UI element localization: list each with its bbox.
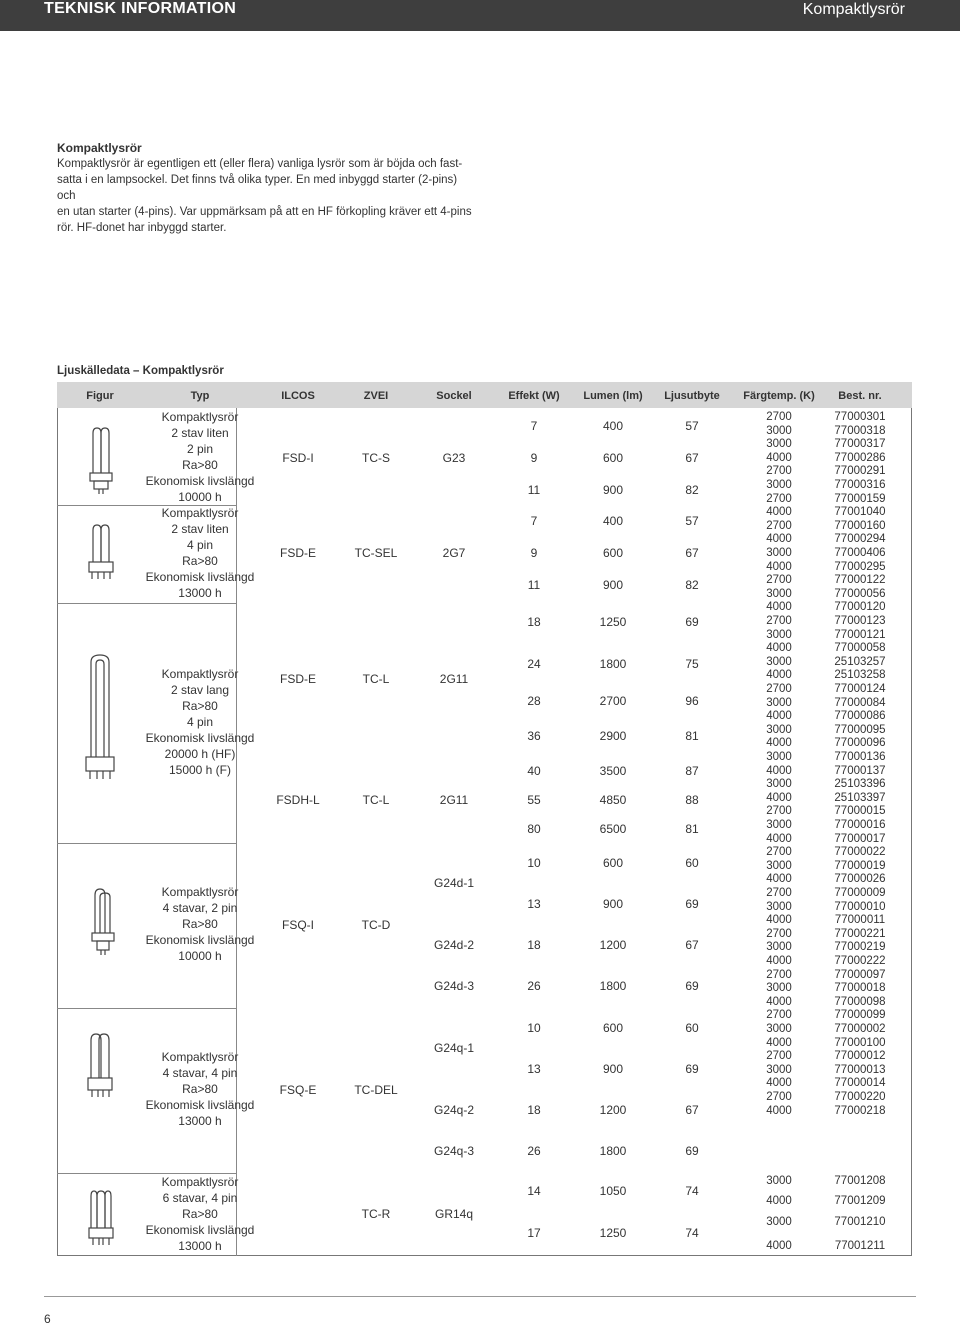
fargtemp-cell: 3000: [766, 587, 792, 600]
fargtemp-cell: 4000: [766, 737, 792, 750]
bestnr-cell: 77000159: [834, 492, 886, 505]
fargtemp-cell: 3000: [766, 547, 792, 559]
bestnr-cell: 77000013: [834, 1063, 886, 1076]
effekt-cell: 9: [530, 451, 538, 465]
lamp-figure-2-stav-lang: [80, 652, 120, 784]
typ-line: Ekonomisk livslängd: [145, 933, 255, 947]
fargtemp-cell: 4000: [766, 1195, 792, 1207]
bestnr-cell: 77000019: [834, 859, 886, 872]
header-typ: Typ: [190, 390, 210, 402]
sockel-cell: 2G7: [442, 546, 466, 560]
ljusutbyte-cell: 96: [685, 694, 699, 708]
lamp-figure-6-stavar-4pin: [84, 1188, 118, 1250]
fargtemp-cell: 3000: [766, 1023, 792, 1035]
zvei-cell: TC-R: [361, 1207, 391, 1221]
ljusutbyte-cell: 57: [685, 419, 699, 433]
header-effekt: Effekt (W): [508, 390, 560, 402]
typ-line: 2 pin: [186, 442, 214, 456]
typ-line: Ekonomisk livslängd: [145, 1098, 255, 1112]
bestnr-cell: 77000120: [834, 601, 886, 614]
typ-line: Ra>80: [182, 554, 218, 568]
bestnr-cell: 77001208: [834, 1175, 886, 1187]
typ-line: 4 stavar, 4 pin: [162, 1066, 238, 1080]
fargtemp-cell: 4000: [766, 791, 792, 804]
typ-cell: [146, 666, 255, 778]
typ-line: 2 stav lang: [170, 683, 230, 697]
fargtemp-cell: 2700: [766, 846, 792, 859]
typ-cell: [146, 1049, 255, 1129]
ljusutbyte-cell: 67: [685, 451, 699, 465]
effekt-cell: 36: [527, 729, 541, 743]
sockel-cell: G24d-3: [433, 979, 475, 993]
effekt-cell: 18: [527, 615, 541, 629]
typ-line: 4 pin: [186, 538, 214, 552]
ljusutbyte-cell: 74: [685, 1184, 699, 1198]
fargtemp-cell: 3000: [766, 778, 792, 791]
bestnr-cell: 77000097: [834, 968, 886, 981]
ljusutbyte-cell: 88: [685, 793, 699, 807]
intro-text: [57, 140, 477, 236]
lumen-cell: 1200: [599, 938, 627, 952]
bestnr-cell: 25103397: [834, 791, 886, 804]
table-title: Ljuskälledata – Kompaktlysrör: [57, 365, 224, 377]
typ-cell: [146, 505, 255, 601]
typ-line: Ekonomisk livslängd: [145, 731, 255, 745]
sockel-cell: 2G11: [439, 672, 469, 686]
fargtemp-cell: 3000: [766, 819, 792, 831]
fargtemp-cell: 4000: [766, 451, 792, 464]
zvei-cell: TC-S: [362, 451, 390, 465]
typ-cell: [146, 1174, 255, 1254]
effekt-cell: 28: [527, 694, 541, 708]
typ-line: Kompaktlysrör: [161, 506, 239, 520]
bestnr-cell: 77000084: [834, 696, 886, 709]
fargtemp-cell: 2700: [766, 805, 792, 818]
bestnr-cell: 77000010: [834, 900, 886, 913]
lumen-cell: 900: [602, 578, 624, 592]
fargtemp-cell: 3000: [766, 941, 792, 954]
bestnr-cell: 25103396: [834, 778, 886, 791]
typ-line: Kompaktlysrör: [161, 667, 239, 681]
bestnr-cell: 77001211: [834, 1240, 886, 1252]
sockel-cell: G24d-2: [433, 938, 475, 952]
typ-line: Kompaktlysrör: [161, 1175, 239, 1189]
fargtemp-cell: 4000: [766, 832, 792, 845]
fargtemp-cell: 4000: [766, 601, 792, 614]
typ-line: Ekonomisk livslängd: [145, 570, 255, 584]
bestnr-cell: 77000318: [834, 424, 886, 437]
intro-line: en utan starter (4-pins). Var uppmärksam på att en HF förkopling kräver ett 4-pins: [57, 206, 472, 218]
lumen-cell: 900: [602, 1062, 624, 1076]
bestnr-cell: 77000095: [834, 723, 886, 736]
bestnr-cell: 77001040: [834, 506, 886, 519]
bestnr-cell: 77000294: [834, 533, 886, 546]
bestnr-cell: 77000406: [834, 547, 886, 559]
typ-line: 2 stav liten: [171, 426, 229, 440]
sockel-cell: G24q-3: [433, 1144, 475, 1158]
header-figur: Figur: [86, 390, 114, 402]
lumen-cell: 600: [602, 546, 624, 560]
typ-line: 2 stav liten: [171, 522, 229, 536]
header-sockel: Sockel: [436, 390, 472, 402]
header-fargtemp: Färgtemp. (K): [743, 390, 815, 402]
effekt-cell: 40: [527, 764, 541, 778]
zvei-cell: TC-L: [362, 793, 390, 807]
ilcos-cell: FSD-E: [280, 672, 316, 686]
effekt-cell: 7: [530, 514, 538, 528]
header-bestnr: Best. nr.: [838, 390, 882, 402]
typ-line: 4 stavar, 2 pin: [162, 901, 238, 915]
effekt-cell: 14: [527, 1184, 541, 1198]
intro-heading: Kompaktlysrör: [57, 141, 142, 155]
zvei-cell: TC-SEL: [354, 546, 398, 560]
zvei-cell: TC-DEL: [354, 1083, 398, 1097]
ljusutbyte-cell: 57: [685, 514, 699, 528]
ljusutbyte-cell: 82: [685, 578, 699, 592]
bestnr-cell: 77000086: [834, 710, 886, 723]
bestnr-cell: 77000056: [834, 587, 886, 600]
bestnr-cell: 77000286: [834, 451, 886, 464]
bestnr-cell: 77000220: [834, 1091, 886, 1103]
typ-line: 15000 h (F): [168, 763, 232, 777]
intro-line: satta i en lampsockel. Det finns två olika typer. En med inbyggd starter (2-pins) och: [57, 174, 458, 202]
effekt-cell: 26: [527, 1144, 541, 1158]
bestnr-cell: 77000222: [834, 955, 886, 967]
fargtemp-cell: 3000: [766, 859, 792, 872]
ilcos-cell: FSQ-E: [279, 1083, 317, 1097]
typ-cell: [146, 409, 255, 505]
fargtemp-cell: 2700: [766, 519, 792, 532]
typ-line: 13000 h: [178, 1239, 222, 1253]
bestnr-cell: 77000137: [834, 764, 886, 777]
top-bar: [0, 0, 960, 31]
ljusutbyte-cell: 82: [685, 483, 699, 497]
typ-line: 6 stavar, 4 pin: [162, 1191, 238, 1205]
bestnr-cell: 77000002: [834, 1023, 886, 1035]
ljusutbyte-cell: 81: [685, 729, 699, 743]
bestnr-cell: 77000009: [834, 887, 886, 899]
bestnr-cell: 77000012: [834, 1050, 886, 1063]
typ-line: 13000 h: [178, 1114, 222, 1128]
fargtemp-cell: 2700: [766, 1009, 792, 1022]
bestnr-cell: 77001210: [834, 1216, 886, 1228]
typ-line: Ra>80: [182, 1082, 218, 1096]
lumen-cell: 1200: [599, 1103, 627, 1117]
bestnr-cell: 77000100: [834, 1036, 886, 1049]
sockel-cell: GR14q: [434, 1207, 474, 1221]
lamp-figure-2-stav-2pin: [84, 425, 118, 495]
bestnr-cell: 77000099: [834, 1009, 886, 1022]
bestnr-cell: 77000122: [834, 574, 886, 587]
fargtemp-cell: 3000: [766, 900, 792, 913]
fargtemp-cell: 3000: [766, 696, 792, 709]
lamp-figure-2-stav-4pin: [84, 522, 118, 584]
typ-line: 10000 h: [178, 490, 222, 504]
typ-line: 10000 h: [178, 949, 222, 963]
fargtemp-cell: 2700: [766, 465, 792, 478]
typ-line: Ekonomisk livslängd: [145, 1223, 255, 1237]
lumen-cell: 900: [602, 483, 624, 497]
ilcos-cell: FSD-I: [282, 451, 314, 465]
effekt-cell: 24: [527, 657, 541, 671]
effekt-cell: 13: [527, 897, 541, 911]
typ-line: 4 pin: [186, 715, 214, 729]
fargtemp-cell: 4000: [766, 1104, 792, 1117]
fargtemp-cell: 4000: [766, 1240, 792, 1252]
typ-cell: [146, 884, 255, 964]
bestnr-cell: 77000098: [834, 995, 886, 1008]
fargtemp-cell: 3000: [766, 479, 792, 491]
fargtemp-cell: 4000: [766, 1036, 792, 1049]
fargtemp-cell: 2700: [766, 492, 792, 505]
fargtemp-cell: 2700: [766, 968, 792, 981]
ljusutbyte-cell: 69: [685, 897, 699, 911]
sockel-cell: 2G11: [439, 793, 469, 807]
ljusutbyte-cell: 69: [685, 615, 699, 629]
ljusutbyte-cell: 60: [685, 856, 699, 870]
lamp-figure-4-stavar-2pin: [80, 885, 120, 957]
typ-line: Ra>80: [182, 699, 218, 713]
group-separator: [57, 843, 237, 844]
fargtemp-cell: 2700: [766, 927, 792, 940]
fargtemp-cell: 3000: [766, 751, 792, 763]
ljusutbyte-cell: 75: [685, 657, 699, 671]
effekt-cell: 18: [527, 1103, 541, 1117]
bestnr-cell: 77000014: [834, 1077, 886, 1090]
effekt-cell: 55: [527, 793, 541, 807]
bestnr-cell: 77001209: [834, 1195, 886, 1207]
section-title: TEKNISK INFORMATION: [44, 0, 237, 17]
typ-line: Kompaktlysrör: [161, 1050, 239, 1064]
lumen-cell: 1800: [599, 979, 627, 993]
typ-line: Kompaktlysrör: [161, 410, 239, 424]
effekt-cell: 11: [527, 578, 541, 592]
fargtemp-cell: 4000: [766, 642, 792, 655]
topic-title: Kompaktlysrör: [802, 1, 905, 18]
sockel-cell: G23: [442, 451, 466, 465]
lumen-cell: 600: [602, 1021, 624, 1035]
intro-line: rör. HF-donet har inbyggd starter.: [57, 222, 227, 234]
effekt-cell: 13: [527, 1062, 541, 1076]
typ-line: Kompaktlysrör: [161, 885, 239, 899]
bestnr-cell: 77000136: [834, 751, 886, 763]
ljusutbyte-cell: 69: [685, 1062, 699, 1076]
zvei-cell: TC-D: [361, 918, 391, 932]
fargtemp-cell: 3000: [766, 1063, 792, 1076]
fargtemp-cell: 4000: [766, 669, 792, 682]
fargtemp-cell: 3000: [766, 438, 792, 451]
lumen-cell: 6500: [599, 822, 627, 836]
bestnr-cell: 77000018: [834, 982, 886, 995]
fargtemp-cell: 3000: [766, 982, 792, 995]
fargtemp-cell: 4000: [766, 873, 792, 886]
bestnr-cell: 77000123: [834, 615, 886, 627]
fargtemp-cell: 2700: [766, 1050, 792, 1063]
bestnr-cell: 77000058: [834, 642, 886, 655]
fargtemp-cell: 3000: [766, 655, 792, 668]
bestnr-cell: 77000295: [834, 560, 886, 573]
effekt-cell: 17: [527, 1226, 541, 1240]
lumen-cell: 2700: [599, 694, 627, 708]
bestnr-cell: 77000016: [834, 819, 886, 831]
bestnr-cell: 77000219: [834, 941, 886, 954]
fargtemp-cell: 3000: [766, 424, 792, 437]
fargtemp-cell: 4000: [766, 764, 792, 777]
fargtemp-cell: 4000: [766, 995, 792, 1008]
lumen-cell: 600: [602, 856, 624, 870]
lumen-cell: 1050: [599, 1184, 627, 1198]
header-ljusutbyte: Ljusutbyte: [664, 390, 720, 402]
lamp-figure-4-stavar-4pin: [82, 1030, 118, 1102]
lumen-cell: 3500: [599, 764, 627, 778]
fargtemp-cell: 2700: [766, 1091, 792, 1103]
effekt-cell: 18: [527, 938, 541, 952]
bestnr-cell: 77000011: [834, 914, 886, 927]
ljusutbyte-cell: 87: [685, 764, 699, 778]
intro-line: Kompaktlysrör är egentligen ett (eller flera) vanliga lysrör som är böjda och fast-: [57, 158, 463, 170]
bestnr-cell: 77000160: [834, 519, 886, 532]
lumen-cell: 1250: [599, 615, 627, 629]
bestnr-cell: 77000022: [834, 846, 886, 859]
bestnr-cell: 77000096: [834, 737, 886, 750]
bestnr-cell: 77000291: [834, 465, 886, 478]
fargtemp-cell: 2700: [766, 615, 792, 627]
fargtemp-cell: 4000: [766, 914, 792, 927]
ljusutbyte-cell: 67: [685, 938, 699, 952]
effekt-cell: 10: [527, 1021, 541, 1035]
lumen-cell: 900: [602, 897, 624, 911]
bestnr-cell: 25103257: [834, 655, 886, 668]
ljusutbyte-cell: 69: [685, 1144, 699, 1158]
group-separator: [57, 603, 237, 604]
bestnr-cell: 77000221: [834, 927, 886, 940]
fargtemp-cell: 3000: [766, 1216, 792, 1228]
typ-line: 20000 h (HF): [164, 747, 236, 761]
fargtemp-cell: 3000: [766, 628, 792, 641]
fargtemp-cell: 2700: [766, 887, 792, 899]
effekt-cell: 80: [527, 822, 541, 836]
lumen-cell: 400: [602, 514, 624, 528]
fargtemp-cell: 2700: [766, 574, 792, 587]
bestnr-cell: 77000017: [834, 832, 886, 845]
lumen-cell: 1250: [599, 1226, 627, 1240]
bestnr-cell: 77000026: [834, 873, 886, 886]
effekt-cell: 11: [527, 483, 541, 497]
bestnr-cell: 77000317: [834, 438, 886, 451]
ljusutbyte-cell: 67: [685, 1103, 699, 1117]
lumen-cell: 1800: [599, 1144, 627, 1158]
fargtemp-cell: 4000: [766, 955, 792, 967]
fargtemp-cell: 4000: [766, 560, 792, 573]
typ-line: Ra>80: [182, 458, 218, 472]
page-number: 6: [44, 1312, 51, 1326]
sockel-cell: G24q-1: [433, 1041, 475, 1055]
bestnr-cell: 77000316: [834, 479, 886, 491]
header-zvei: ZVEI: [363, 390, 389, 402]
bestnr-cell: 77000121: [834, 628, 886, 641]
lumen-cell: 1800: [599, 657, 627, 671]
typ-line: Ekonomisk livslängd: [145, 474, 255, 488]
effekt-cell: 9: [530, 546, 538, 560]
fargtemp-cell: 2700: [766, 683, 792, 695]
header-lumen: Lumen (lm): [583, 390, 643, 402]
ljusutbyte-cell: 67: [685, 546, 699, 560]
effekt-cell: 26: [527, 979, 541, 993]
zvei-cell: TC-L: [362, 672, 390, 686]
fargtemp-cell: 3000: [766, 723, 792, 736]
typ-line: 13000 h: [178, 586, 222, 600]
fargtemp-cell: 4000: [766, 533, 792, 546]
ilcos-cell: FSD-E: [280, 546, 316, 560]
bestnr-cell: 77000301: [834, 411, 886, 423]
sockel-cell: G24q-2: [433, 1103, 475, 1117]
ilcos-cell: FSQ-I: [282, 918, 314, 932]
lumen-cell: 4850: [599, 793, 627, 807]
effekt-cell: 10: [527, 856, 541, 870]
sockel-cell: G24d-1: [433, 876, 475, 890]
ljusutbyte-cell: 81: [685, 822, 699, 836]
bestnr-cell: 77000124: [834, 683, 886, 695]
ilcos-cell: FSDH-L: [276, 793, 320, 807]
fargtemp-cell: 2700: [766, 411, 792, 423]
bestnr-cell: 25103258: [834, 669, 886, 682]
fargtemp-cell: 4000: [766, 506, 792, 519]
header-ilcos: ILCOS: [281, 390, 315, 402]
effekt-cell: 7: [530, 419, 538, 433]
bestnr-cell: 77000218: [834, 1104, 886, 1117]
fargtemp-cell: 3000: [766, 1175, 792, 1187]
lumen-cell: 2900: [599, 729, 627, 743]
table-header: [57, 382, 912, 408]
ljusutbyte-cell: 60: [685, 1021, 699, 1035]
ljusutbyte-cell: 74: [685, 1226, 699, 1240]
footer-divider: [44, 1296, 916, 1297]
group-separator: [57, 1008, 237, 1009]
typ-line: Ra>80: [182, 1207, 218, 1221]
fargtemp-cell: 4000: [766, 1077, 792, 1090]
lumen-cell: 600: [602, 451, 624, 465]
bestnr-cell: 77000015: [834, 805, 886, 818]
typ-line: Ra>80: [182, 917, 218, 931]
lumen-cell: 400: [602, 419, 624, 433]
ljusutbyte-cell: 69: [685, 979, 699, 993]
fargtemp-cell: 4000: [766, 710, 792, 723]
